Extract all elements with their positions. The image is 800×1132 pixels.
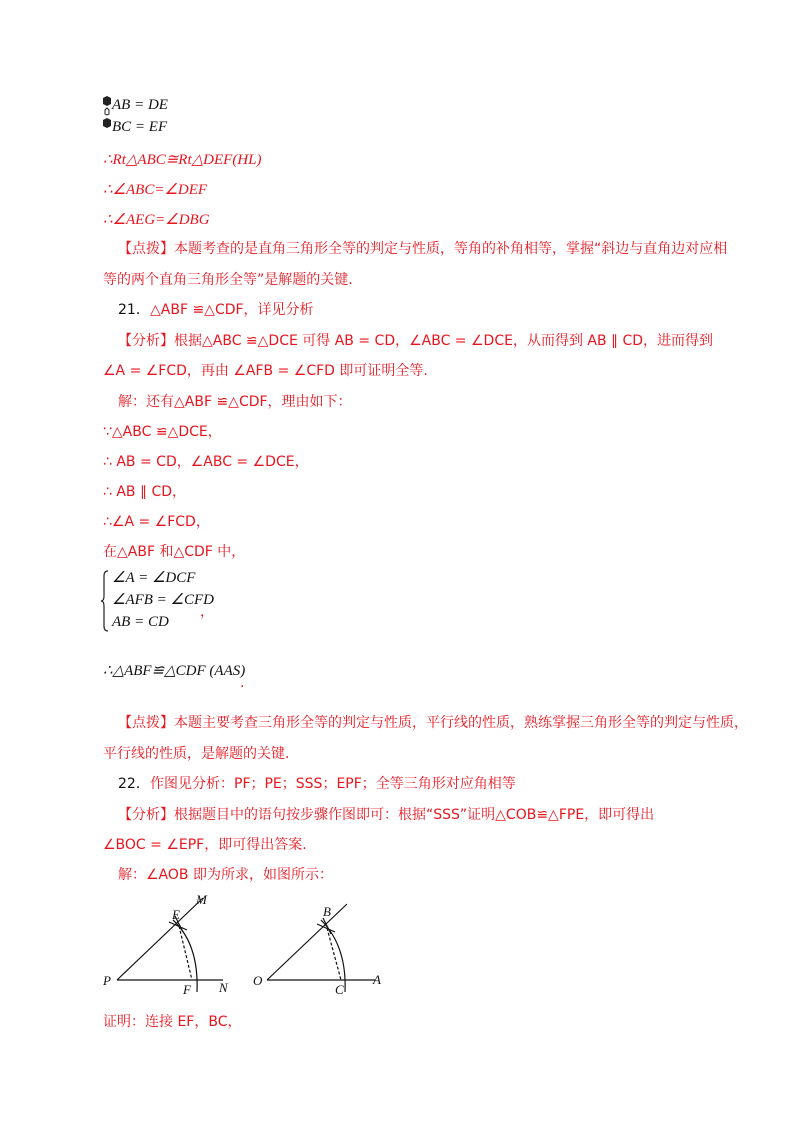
analysis-21-line1: 【分析】根据△ABC ≌△DCE 可得 AB = CD，∠ABC = ∠DCE，从而得到 AB ∥ CD，进而得到: [118, 333, 714, 349]
solution-21-triangles: 在△ABF 和△CDF 中，: [103, 544, 246, 560]
equation-ab-de: AB = DE: [112, 97, 168, 113]
ray-ob: [267, 904, 347, 980]
system-condition-1: ∠A = ∠DCF: [112, 570, 196, 586]
label-p: P: [103, 973, 111, 988]
solution-22-intro: 解：∠AOB 即为所求，如图所示：: [118, 867, 333, 883]
solution-21-intro: 解：还有△ABF ≌△CDF，理由如下：: [118, 394, 352, 410]
analysis-22-line2: ∠BOC = ∠EPF，即可得出答案.: [103, 837, 307, 853]
equation-bc-ef: BC = EF: [112, 119, 168, 135]
tip-paragraph-line1: 【点拨】本题考查的是直角三角形全等的判定与性质，等角的补角相等，掌握“斜边与直角边对应相: [118, 241, 728, 257]
question-22-number: 22．: [118, 776, 150, 792]
label-c: C: [335, 982, 344, 997]
ray-pm: [117, 898, 203, 980]
system-brace-icon: [101, 570, 109, 632]
label-n: N: [219, 980, 228, 995]
analysis-22-line1: 【分析】根据题目中的语句按步骤作图即可：根据“SSS”证明△COB≌△FPE，即可得出: [118, 807, 655, 823]
question-21-answer: △ABF ≌△CDF，详见分析: [150, 302, 314, 318]
system-condition-3: AB = CD: [112, 614, 169, 630]
label-b: B: [323, 904, 331, 919]
solution-21-given: ∵△ABC ≌△DCE，: [103, 424, 222, 440]
question-22-answer: 作图见分析：PF；PE；SSS；EPF；全等三角形对应角相等: [150, 776, 516, 792]
tip-21-line1: 【点拨】本题主要考查三角形全等的判定与性质，平行线的性质，熟练掌握三角形全等的判定与性质，: [118, 715, 748, 731]
conclusion-angle-abc: ∴∠ABC=∠DEF: [103, 182, 208, 198]
label-m: M: [196, 892, 207, 907]
system-condition-2: ∠AFB = ∠CFD: [112, 592, 215, 608]
left-angle-construction: [117, 898, 223, 992]
right-angle-construction: [267, 904, 375, 992]
label-a: A: [373, 972, 381, 987]
proof-22-intro: 证明：连接 EF，BC，: [103, 1014, 242, 1030]
solution-21-step2: ∴ AB ∥ CD，: [103, 484, 186, 500]
construction-figure: [95, 892, 395, 1002]
label-e: E: [172, 907, 180, 922]
dashed-bc: [327, 928, 341, 980]
tip-21-line2: 平行线的性质，是解题的关键.: [103, 746, 290, 762]
question-21-number: 21．: [118, 302, 150, 318]
label-f: F: [183, 982, 191, 997]
conclusion-angle-aeg: ∴∠AEG=∠DBG: [103, 212, 210, 228]
conclusion-congruent: ∴Rt△ABC≅Rt△DEF(HL): [103, 152, 262, 168]
solution-21-period: .: [240, 675, 245, 691]
system-comma: ，: [200, 604, 214, 620]
solution-21-step3: ∴∠A = ∠FCD，: [103, 514, 210, 530]
solution-21-conclusion: ∴△ABF≌△CDF (AAS): [103, 663, 246, 679]
analysis-21-line2: ∠A = ∠FCD，再由 ∠AFB = ∠CFD 即可证明全等.: [103, 363, 428, 379]
dashed-ef: [179, 926, 192, 980]
label-o: O: [253, 973, 263, 988]
solution-21-step1: ∴ AB = CD，∠ABC = ∠DCE，: [103, 454, 309, 470]
tip-paragraph-line2: 等的两个直角三角形全等”是解题的关键.: [103, 272, 353, 288]
